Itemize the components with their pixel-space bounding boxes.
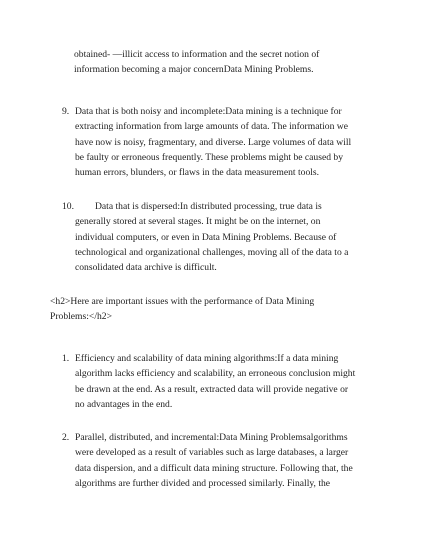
text-line: have now is noisy, fragmentary, and diverse. Large volumes of data will [75, 136, 352, 148]
text-line: individual computers, or even in Data Mining Problems. Because of [75, 231, 337, 243]
text-line: information becoming a major concernData Mining Problems. [74, 64, 314, 76]
list-number-9: 9. [62, 106, 70, 117]
text-line: generally stored at several stages. It might be on the internet, on [75, 216, 321, 228]
text-line: obtained- —illicit access to information and the secret notion of [74, 49, 320, 60]
list-number-10: 10. [62, 201, 74, 212]
text-line: Efficiency and scalability of data mining algorithms:If a data mining [75, 353, 339, 364]
text-line: technological and organizational challenges, moving all of the data to a [75, 246, 349, 258]
list-item-10-first [95, 199, 395, 214]
text-line: <h2>Here are important issues with the performance of Data Mining [50, 296, 315, 307]
text-line: data dispersion, and a difficult data mining structure. Following that, the [75, 462, 353, 474]
text-line: no advantages in the end. [75, 398, 173, 410]
text-line: algorithms are further divided and processed similarly. Finally, the [75, 477, 331, 489]
text-line: extracting information from large amounts of data. The information we [75, 121, 348, 133]
list-number-2: 2. [62, 432, 70, 443]
text-line: Data that is both noisy and incomplete:Data mining is a technique for [75, 106, 342, 117]
list-item-10 [75, 214, 348, 275]
continuation-paragraph [74, 47, 319, 78]
section-heading [50, 294, 314, 325]
text-line: human errors, blunders, or flaws in the data measurement tools. [75, 167, 320, 179]
text-line: Data that is dispersed:In distributed processing, true data is [95, 201, 322, 212]
text-line: Parallel, distributed, and incremental:Data Mining Problemsalgorithms [75, 432, 348, 443]
list-number-1: 1. [62, 353, 70, 364]
list-item-1 [75, 351, 355, 412]
text-line: algorithm lacks efficiency and scalability, an erroneous conclusion might [75, 368, 356, 380]
list-item-9 [75, 104, 351, 180]
text-line: were developed as a result of variables such as large databases, a larger [75, 447, 349, 459]
list-item-2 [75, 430, 353, 491]
text-line: Problems:</h2> [50, 311, 112, 323]
text-line: consolidated data archive is difficult. [75, 262, 217, 274]
text-line: be drawn at the end. As a result, extracted data will provide negative or [75, 383, 349, 395]
text-line: be faulty or erroneous frequently. These problems might be caused by [75, 151, 344, 163]
